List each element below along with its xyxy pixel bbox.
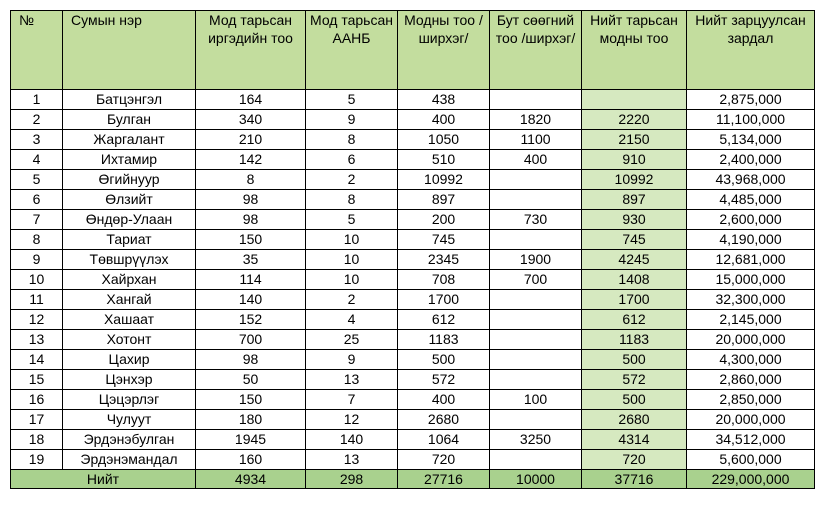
cell-orgs: 4 (306, 310, 398, 330)
cell-citizens: 50 (196, 370, 306, 390)
cell-citizens: 160 (196, 450, 306, 470)
cell-trees: 1700 (398, 290, 490, 310)
cell-no: 19 (11, 450, 63, 470)
cell-orgs: 12 (306, 410, 398, 430)
table-row (11, 210, 815, 230)
cell-soum-name: Хайрхан (63, 270, 196, 290)
cell-orgs: 13 (306, 370, 398, 390)
cell-total-cost: 4,300,000 (687, 350, 815, 370)
cell-soum-name: Өлзийт (63, 190, 196, 210)
cell-shrubs: 1100 (490, 130, 582, 150)
cell-total-cost: 2,145,000 (687, 310, 815, 330)
header-soum-name: Сумын нэр (63, 11, 196, 90)
cell-no: 7 (11, 210, 63, 230)
table-body (11, 90, 815, 470)
cell-total-trees: 930 (582, 210, 687, 230)
cell-no: 12 (11, 310, 63, 330)
total-cost: 229,000,000 (687, 470, 815, 489)
cell-citizens: 98 (196, 190, 306, 210)
cell-soum-name: Тариат (63, 230, 196, 250)
cell-shrubs: 1820 (490, 110, 582, 130)
cell-total-cost: 2,875,000 (687, 90, 815, 110)
cell-soum-name: Төвшрүүлэх (63, 250, 196, 270)
cell-no: 1 (11, 90, 63, 110)
cell-total-cost: 2,600,000 (687, 210, 815, 230)
table-row (11, 310, 815, 330)
table-row (11, 270, 815, 290)
total-shrubs: 10000 (490, 470, 582, 489)
cell-trees: 10992 (398, 170, 490, 190)
cell-total-cost: 43,968,000 (687, 170, 815, 190)
cell-total-trees: 897 (582, 190, 687, 210)
cell-orgs: 10 (306, 250, 398, 270)
cell-citizens: 150 (196, 390, 306, 410)
cell-no: 14 (11, 350, 63, 370)
cell-orgs: 2 (306, 290, 398, 310)
header-trees: Модны тоо /ширхэг/ (398, 11, 490, 90)
cell-orgs: 9 (306, 350, 398, 370)
cell-total-cost: 5,600,000 (687, 450, 815, 470)
cell-total-trees: 4245 (582, 250, 687, 270)
cell-trees: 745 (398, 230, 490, 250)
total-planted: 37716 (582, 470, 687, 489)
table-row (11, 290, 815, 310)
table-row (11, 150, 815, 170)
table-footer (11, 470, 815, 489)
cell-total-trees: 612 (582, 310, 687, 330)
cell-total-cost: 2,860,000 (687, 370, 815, 390)
cell-total-trees (582, 90, 687, 110)
cell-citizens: 180 (196, 410, 306, 430)
cell-trees: 720 (398, 450, 490, 470)
cell-total-trees: 1408 (582, 270, 687, 290)
cell-no: 15 (11, 370, 63, 390)
cell-soum-name: Эрдэнэбулган (63, 430, 196, 450)
cell-soum-name: Жаргалант (63, 130, 196, 150)
cell-orgs: 8 (306, 190, 398, 210)
table-row (11, 130, 815, 150)
cell-shrubs: 400 (490, 150, 582, 170)
cell-shrubs: 3250 (490, 430, 582, 450)
cell-total-cost: 4,190,000 (687, 230, 815, 250)
cell-orgs: 10 (306, 270, 398, 290)
cell-orgs: 25 (306, 330, 398, 350)
cell-total-trees: 745 (582, 230, 687, 250)
table-row (11, 390, 815, 410)
cell-shrubs (490, 350, 582, 370)
cell-shrubs (490, 310, 582, 330)
header-row (11, 11, 815, 90)
cell-shrubs (490, 370, 582, 390)
table-row (11, 410, 815, 430)
cell-orgs: 10 (306, 230, 398, 250)
cell-total-cost: 20,000,000 (687, 410, 815, 430)
cell-soum-name: Цэцэрлэг (63, 390, 196, 410)
cell-total-trees: 2680 (582, 410, 687, 430)
cell-no: 2 (11, 110, 63, 130)
cell-trees: 572 (398, 370, 490, 390)
cell-shrubs (490, 330, 582, 350)
cell-citizens: 142 (196, 150, 306, 170)
cell-total-trees: 1183 (582, 330, 687, 350)
cell-trees: 500 (398, 350, 490, 370)
cell-soum-name: Хангай (63, 290, 196, 310)
cell-trees: 400 (398, 110, 490, 130)
cell-no: 13 (11, 330, 63, 350)
table-row (11, 90, 815, 110)
cell-trees: 708 (398, 270, 490, 290)
cell-shrubs (490, 410, 582, 430)
cell-total-cost: 2,850,000 (687, 390, 815, 410)
cell-total-cost: 12,681,000 (687, 250, 815, 270)
cell-citizens: 150 (196, 230, 306, 250)
cell-soum-name: Эрдэнэмандал (63, 450, 196, 470)
table-row (11, 370, 815, 390)
cell-citizens: 35 (196, 250, 306, 270)
cell-no: 10 (11, 270, 63, 290)
cell-orgs: 13 (306, 450, 398, 470)
cell-no: 11 (11, 290, 63, 310)
cell-soum-name: Өгийнуур (63, 170, 196, 190)
cell-no: 6 (11, 190, 63, 210)
header-shrubs: Бут сөөгний тоо /ширхэг/ (490, 11, 582, 90)
cell-total-cost: 5,134,000 (687, 130, 815, 150)
cell-total-cost: 20,000,000 (687, 330, 815, 350)
header-total-trees: Нийт тарьсан модны тоо (582, 11, 687, 90)
cell-soum-name: Цэнхэр (63, 370, 196, 390)
cell-shrubs (490, 90, 582, 110)
header-orgs: Мод тарьсан ААНБ (306, 11, 398, 90)
cell-no: 8 (11, 230, 63, 250)
cell-trees: 2345 (398, 250, 490, 270)
cell-citizens: 98 (196, 210, 306, 230)
cell-shrubs: 700 (490, 270, 582, 290)
cell-shrubs (490, 230, 582, 250)
cell-no: 5 (11, 170, 63, 190)
cell-trees: 200 (398, 210, 490, 230)
cell-trees: 897 (398, 190, 490, 210)
table-row (11, 350, 815, 370)
cell-orgs: 140 (306, 430, 398, 450)
cell-no: 9 (11, 250, 63, 270)
cell-soum-name: Хотонт (63, 330, 196, 350)
cell-orgs: 9 (306, 110, 398, 130)
cell-shrubs (490, 170, 582, 190)
tree-planting-table (10, 10, 815, 489)
table-row (11, 190, 815, 210)
cell-shrubs: 730 (490, 210, 582, 230)
cell-no: 16 (11, 390, 63, 410)
cell-no: 18 (11, 430, 63, 450)
cell-total-trees: 10992 (582, 170, 687, 190)
cell-shrubs (490, 190, 582, 210)
cell-citizens: 164 (196, 90, 306, 110)
cell-trees: 1183 (398, 330, 490, 350)
cell-total-trees: 2220 (582, 110, 687, 130)
cell-trees: 1064 (398, 430, 490, 450)
cell-total-cost: 2,400,000 (687, 150, 815, 170)
cell-shrubs: 1900 (490, 250, 582, 270)
cell-soum-name: Чулуут (63, 410, 196, 430)
cell-orgs: 5 (306, 210, 398, 230)
table-row (11, 110, 815, 130)
cell-orgs: 6 (306, 150, 398, 170)
cell-trees: 612 (398, 310, 490, 330)
cell-shrubs (490, 450, 582, 470)
cell-total-cost: 34,512,000 (687, 430, 815, 450)
cell-no: 4 (11, 150, 63, 170)
cell-orgs: 8 (306, 130, 398, 150)
cell-citizens: 700 (196, 330, 306, 350)
cell-citizens: 210 (196, 130, 306, 150)
cell-total-cost: 11,100,000 (687, 110, 815, 130)
cell-citizens: 340 (196, 110, 306, 130)
cell-citizens: 1945 (196, 430, 306, 450)
cell-orgs: 2 (306, 170, 398, 190)
cell-citizens: 8 (196, 170, 306, 190)
cell-citizens: 98 (196, 350, 306, 370)
cell-total-cost: 32,300,000 (687, 290, 815, 310)
cell-trees: 1050 (398, 130, 490, 150)
table-header (11, 11, 815, 90)
header-citizens: Мод тарьсан иргэдийн тоо (196, 11, 306, 90)
cell-orgs: 7 (306, 390, 398, 410)
header-total-cost: Нийт зарцуулсан зардал (687, 11, 815, 90)
cell-trees: 400 (398, 390, 490, 410)
table-row (11, 330, 815, 350)
cell-total-trees: 572 (582, 370, 687, 390)
total-orgs: 298 (306, 470, 398, 489)
cell-shrubs: 100 (490, 390, 582, 410)
total-trees: 27716 (398, 470, 490, 489)
cell-citizens: 152 (196, 310, 306, 330)
cell-total-trees: 720 (582, 450, 687, 470)
cell-soum-name: Цахир (63, 350, 196, 370)
cell-orgs: 5 (306, 90, 398, 110)
cell-trees: 438 (398, 90, 490, 110)
cell-trees: 510 (398, 150, 490, 170)
cell-soum-name: Хашаат (63, 310, 196, 330)
total-citizens: 4934 (196, 470, 306, 489)
cell-soum-name: Булган (63, 110, 196, 130)
cell-total-trees: 4314 (582, 430, 687, 450)
cell-total-trees: 2150 (582, 130, 687, 150)
table-row (11, 250, 815, 270)
cell-no: 3 (11, 130, 63, 150)
cell-total-cost: 15,000,000 (687, 270, 815, 290)
table-row (11, 450, 815, 470)
cell-shrubs (490, 290, 582, 310)
cell-citizens: 114 (196, 270, 306, 290)
cell-total-cost: 4,485,000 (687, 190, 815, 210)
cell-soum-name: Батцэнгэл (63, 90, 196, 110)
table-row (11, 430, 815, 450)
cell-total-trees: 910 (582, 150, 687, 170)
total-row (11, 470, 815, 489)
cell-total-trees: 500 (582, 390, 687, 410)
cell-total-trees: 1700 (582, 290, 687, 310)
cell-total-trees: 500 (582, 350, 687, 370)
table-row (11, 230, 815, 250)
cell-trees: 2680 (398, 410, 490, 430)
cell-citizens: 140 (196, 290, 306, 310)
cell-no: 17 (11, 410, 63, 430)
cell-soum-name: Өндөр-Улаан (63, 210, 196, 230)
table-row (11, 170, 815, 190)
header-no: № (11, 11, 63, 90)
cell-soum-name: Ихтамир (63, 150, 196, 170)
total-label: Нийт (11, 470, 196, 489)
